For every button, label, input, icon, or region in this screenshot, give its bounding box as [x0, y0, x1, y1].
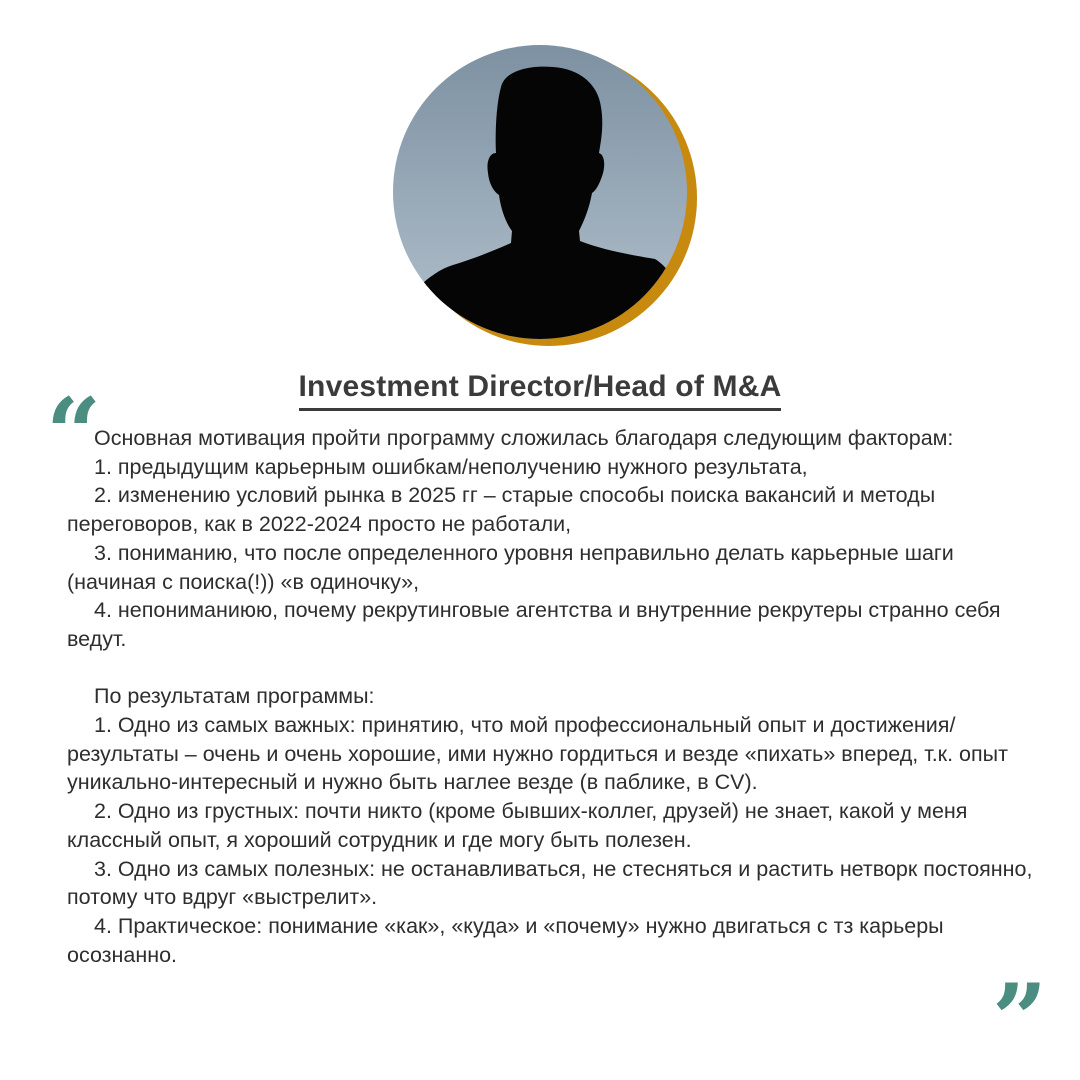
paragraph-intro: Основная мотивация пройти программу сложилась благодаря следующим факторам:	[94, 426, 954, 450]
open-quote-icon: “	[46, 377, 102, 490]
close-quote-icon: ”	[992, 963, 1048, 1076]
paragraph-results-heading: По результатам программы:	[94, 684, 375, 709]
list-item: 4. Практическое: понимание «как», «куда» и «почему» нужно двигаться с тз карьеры осознанно.	[67, 913, 944, 967]
list-item: 2. изменению условий рынка в 2025 гг – старые способы поиска вакансий и методы переговоров, как в 2022-2024 просто не работали,	[67, 483, 936, 537]
list-item: 2. Одно из грустных: почти никто (кроме бывших-коллег, друзей) не знает, какой у меня классный опыт, я хороший сотрудник и где могу быть полезен.	[67, 799, 968, 852]
person-silhouette-icon	[393, 45, 698, 347]
testimonial-text	[67, 424, 1042, 969]
list-item: 1. Одно из самых важных: принятию, что мой профессиональный опыт и достижения/результаты – очень и очень хорошие, ими нужно гордиться и везде «пихать» вперед, т.к. опыт уникально-интересный и нужно быть наглее везде (в паблике, в CV).	[67, 713, 1008, 795]
page-title	[0, 368, 1080, 411]
list-item: 3. пониманию, что после определенного уровня неправильно делать карьерные шаги (начиная с поиска(!)) «в одиночку»,	[67, 540, 954, 594]
avatar	[393, 45, 698, 347]
list-item: 3. Одно из самых полезных: не останавливаться, не стесняться и растить нетворк постоянно, потому что вдруг «выстрелит».	[67, 856, 1033, 910]
list-item: 1. предыдущим карьерным ошибкам/неполучению нужного результата,	[94, 454, 808, 479]
title-text: Investment Director/Head of M&A	[299, 368, 782, 411]
list-item: 4. непониманиюю, почему рекрутинговые агентства и внутренние рекрутеры странно себя ведут.	[67, 598, 1001, 651]
